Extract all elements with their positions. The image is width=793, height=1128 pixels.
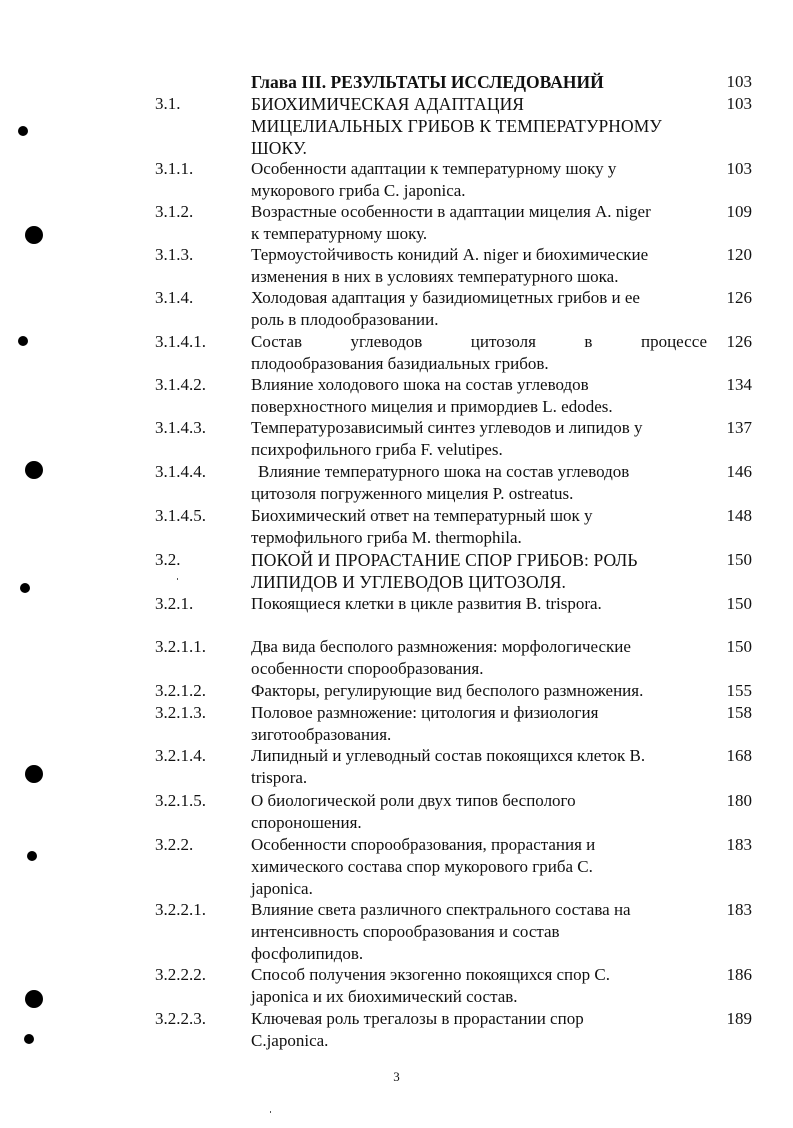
- entry-title-line: Ключевая роль трегалозы в прорастании спор: [251, 1009, 584, 1028]
- entry-title-line: Особенности спорообразования, прорастания и: [251, 835, 596, 854]
- entry-title: [251, 1008, 711, 1052]
- entry-number: 3.2.1.1.: [155, 637, 206, 656]
- entry-title-line: Способ получения экзогенно покоящихся спор C.: [251, 965, 610, 984]
- entry-title: [251, 461, 711, 505]
- entry-page: 180: [726, 791, 752, 810]
- entry-title-line: japonica и их биохимический состав.: [251, 987, 518, 1006]
- entry-number: 3.2.2.2.: [155, 965, 206, 984]
- chapter-title: Глава III. РЕЗУЛЬТАТЫ ИССЛЕДОВАНИЙ: [251, 72, 604, 92]
- entry-title-line: Холодовая адаптация у базидиомицетных грибов и ее: [251, 288, 640, 307]
- entry-title-line: Биохимический ответ на температурный шок у: [251, 506, 593, 525]
- entry-title-line: термофильного гриба M. thermophila.: [251, 528, 522, 547]
- entry-number: 3.1.4.2.: [155, 375, 206, 394]
- punch-hole-mark: [18, 336, 28, 346]
- punch-hole-mark: [20, 583, 30, 593]
- entry-title-line: к температурному шоку.: [251, 224, 428, 243]
- entry-page: 183: [726, 835, 752, 854]
- entry-number: 3.2.1.4.: [155, 746, 206, 765]
- entry-title-line: роль в плодообразовании.: [251, 310, 439, 329]
- entry-title: [251, 899, 711, 965]
- entry-title: [251, 593, 711, 615]
- entry-number: 3.1.4.3.: [155, 418, 206, 437]
- entry-title-line: спороношения.: [251, 813, 362, 832]
- entry-title-line: Влияние холодового шока на состав углеводов: [251, 375, 589, 394]
- entry-number: 3.2.2.3.: [155, 1009, 206, 1028]
- entry-title-line: фосфолипидов.: [251, 944, 364, 963]
- entry-number: 3.1.4.: [155, 288, 194, 307]
- entry-title-line: Половое размножение: цитология и физиология: [251, 703, 599, 722]
- entry-title: [251, 505, 711, 549]
- entry-title-line: Влияние света различного спектрального состава на: [251, 900, 631, 919]
- punch-hole-mark: [25, 461, 43, 479]
- entry-title: [251, 790, 711, 834]
- entry-title-line: ЛИПИДОВ И УГЛЕВОДОВ ЦИТОЗОЛЯ.: [251, 572, 566, 592]
- entry-number: 3.2.2.: [155, 835, 194, 854]
- entry-title-line: поверхностного мицелия и примордиев L. edodes.: [251, 397, 613, 416]
- entry-title-line: ШОКУ.: [251, 138, 308, 158]
- entry-page: 103: [726, 94, 752, 113]
- entry-page: 109: [726, 202, 752, 221]
- scan-speck: [177, 578, 178, 580]
- punch-hole-mark: [25, 765, 43, 783]
- entry-title: [251, 244, 711, 288]
- entry-page: 150: [726, 550, 752, 569]
- entry-number: 3.2.2.1.: [155, 900, 206, 919]
- punch-hole-mark: [27, 851, 37, 861]
- entry-title: [251, 374, 711, 418]
- entry-title-line: Два вида бесполого размножения: морфологические: [251, 637, 631, 656]
- entry-title-line: БИОХИМИЧЕСКАЯ АДАПТАЦИЯ: [251, 94, 525, 114]
- entry-title: [251, 745, 711, 789]
- entry-title: [251, 93, 711, 159]
- entry-title-line: цитозоля погруженного мицелия P. ostreatus.: [251, 484, 574, 503]
- entry-title-line: ПОКОЙ И ПРОРАСТАНИЕ СПОР ГРИБОВ: РОЛЬ: [251, 550, 638, 570]
- entry-title-line: химического состава спор мукорового гриба C.: [251, 857, 593, 876]
- entry-title: [251, 201, 711, 245]
- entry-page: 126: [726, 332, 752, 351]
- page-number: 3: [393, 1069, 400, 1084]
- entry-title-line: мукорового гриба C. japonica.: [251, 181, 466, 200]
- entry-title: [251, 964, 711, 1008]
- entry-number: 3.1.4.5.: [155, 506, 206, 525]
- entry-title-line: trispora.: [251, 768, 308, 787]
- entry-title: [251, 636, 711, 680]
- entry-title: [251, 417, 711, 461]
- entry-title-line: C.japonica.: [251, 1031, 329, 1050]
- entry-number: 3.1.1.: [155, 159, 194, 178]
- entry-title-line: психрофильного гриба F. velutipes.: [251, 440, 503, 459]
- entry-number: 3.1.2.: [155, 202, 194, 221]
- chapter-page: 103: [726, 72, 752, 91]
- entry-title-line: japonica.: [251, 879, 313, 898]
- entry-page: 137: [726, 418, 752, 437]
- entry-page: 155: [726, 681, 752, 700]
- entry-number: 3.1.: [155, 94, 181, 113]
- entry-page: 103: [726, 159, 752, 178]
- entry-number: 3.2.: [155, 550, 181, 569]
- entry-title-line: Особенности адаптации к температурному шоку у: [251, 159, 617, 178]
- entry-title: [251, 331, 711, 375]
- entry-number: 3.2.1.2.: [155, 681, 206, 700]
- entry-title: [251, 158, 711, 202]
- entry-page: 146: [726, 462, 752, 481]
- entry-title: [251, 680, 711, 702]
- entry-page: 148: [726, 506, 752, 525]
- entry-page: 168: [726, 746, 752, 765]
- entry-number: 3.1.3.: [155, 245, 194, 264]
- entry-title-line: О биологической роли двух типов бесполого: [251, 791, 576, 810]
- entry-number: 3.2.1.5.: [155, 791, 206, 810]
- entry-title: [251, 287, 711, 331]
- punch-hole-mark: [18, 126, 28, 136]
- entry-title-line: Липидный и углеводный состав покоящихся клеток B.: [251, 746, 646, 765]
- scan-speck: [270, 1111, 271, 1113]
- punch-hole-mark: [25, 990, 43, 1008]
- entry-title: [251, 834, 711, 900]
- entry-number: 3.1.4.1.: [155, 332, 206, 351]
- punch-hole-mark: [25, 226, 43, 244]
- entry-page: 134: [726, 375, 752, 394]
- entry-page: 120: [726, 245, 752, 264]
- entry-title-line: особенности спорообразования.: [251, 659, 484, 678]
- entry-page: 186: [726, 965, 752, 984]
- entry-title-line: МИЦЕЛИАЛЬНЫХ ГРИБОВ К ТЕМПЕРАТУРНОМУ: [251, 116, 662, 136]
- entry-title: [251, 702, 711, 746]
- entry-title-line: зиготообразования.: [251, 725, 392, 744]
- entry-title-line: Термоустойчивость конидий A. niger и биохимические: [251, 245, 649, 264]
- entry-page: 158: [726, 703, 752, 722]
- entry-page: 126: [726, 288, 752, 307]
- entry-title-line: Состав углеводов цитозоля в процессе: [251, 332, 707, 351]
- entry-page: 150: [726, 594, 752, 613]
- entry-title-line: Покоящиеся клетки в цикле развития B. trispora.: [251, 594, 602, 613]
- entry-page: 189: [726, 1009, 752, 1028]
- entry-title-line: изменения в них в условиях температурного шока.: [251, 267, 619, 286]
- entry-title-line: Возрастные особенности в адаптации мицелия A. niger: [251, 202, 651, 221]
- entry-page: 183: [726, 900, 752, 919]
- entry-title: [251, 549, 711, 593]
- entry-number: 3.2.1.3.: [155, 703, 206, 722]
- entry-page: 150: [726, 637, 752, 656]
- entry-title-line: интенсивность спорообразования и состав: [251, 922, 560, 941]
- entry-title-line: Влияние температурного шока на состав углеводов: [258, 462, 630, 481]
- entry-title-line: Температурозависимый синтез углеводов и липидов у: [251, 418, 643, 437]
- entry-number: 3.1.4.4.: [155, 462, 206, 481]
- punch-hole-mark: [24, 1034, 34, 1044]
- entry-title-line: Факторы, регулирующие вид бесполого размножения.: [251, 681, 644, 700]
- entry-number: 3.2.1.: [155, 594, 194, 613]
- entry-title-line: плодообразования базидиальных грибов.: [251, 354, 549, 373]
